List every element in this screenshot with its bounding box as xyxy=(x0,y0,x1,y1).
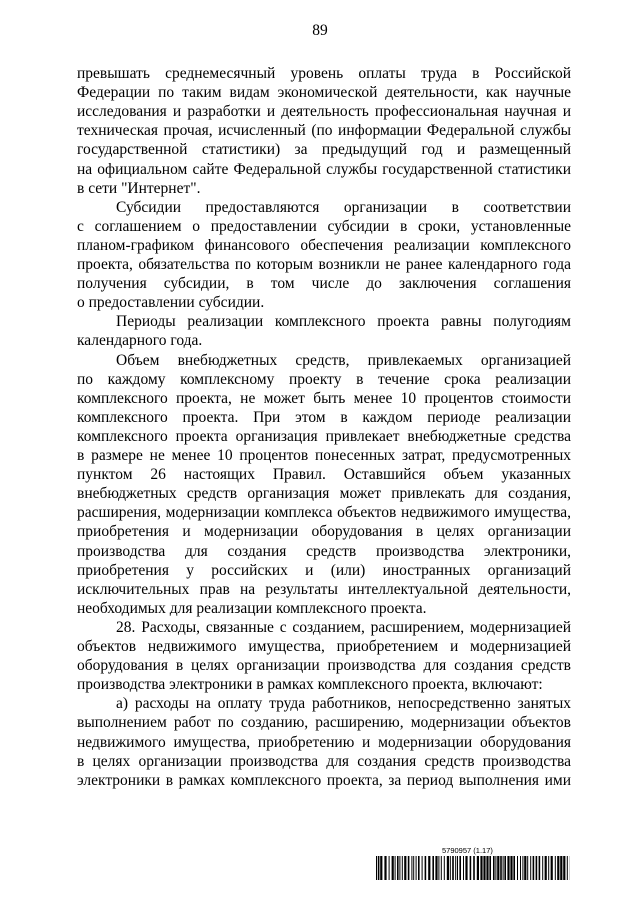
text-line: 28. Расходы, связанные с созданием, расширением, модернизацией xyxy=(116,618,571,636)
text-line: пунктом 26 настоящих Правил. Оставшийся объем указанных xyxy=(77,466,571,484)
text-line: необходимых для реализации комплексного проекта. xyxy=(77,599,427,617)
page-number: 89 xyxy=(312,22,328,39)
text-line: оборудования в целях организации производства для создания средств xyxy=(77,657,571,675)
text-line: календарного года. xyxy=(77,332,203,350)
text-line: приобретения у российских и (или) иностранных организаций xyxy=(77,561,571,579)
text-line: по каждому комплексному проекту в течение срока реализации xyxy=(77,370,571,388)
text-line: комплексного проекта организация привлекает внебюджетные средства xyxy=(77,427,571,445)
text-line: исключительных прав на результаты интеллектуальной деятельности, xyxy=(77,580,571,598)
text-line: техническая прочая, исчисленный (по информации Федеральной службы xyxy=(77,122,571,140)
text-line: проекта, обязательства по которым возникли не ранее календарного года xyxy=(77,256,571,273)
text-line: производства электроники в рамках комплексного проекта, включают: xyxy=(77,676,543,694)
text-line: приобретения и модернизации оборудования в целях организации xyxy=(77,523,571,541)
text-line: в размере не менее 10 процентов понесенных затрат, предусмотренных xyxy=(77,447,571,464)
text-line: комплексного проекта. При этом в каждом периоде реализации xyxy=(77,408,571,426)
text-line: Субсидии предоставляются организации в соответствии xyxy=(116,198,571,216)
text-line: в сети "Интернет". xyxy=(77,179,201,197)
text-line: о предоставлении субсидии. xyxy=(77,294,265,312)
text-line: внебюджетных средств организация может привлекать для создания, xyxy=(77,485,571,503)
text-line: исследования и разработки и деятельность профессиональная научная и xyxy=(77,103,571,121)
text-line: получения субсидии, в том числе до заключения соглашения xyxy=(77,275,571,293)
barcode-label: 5790957 (1.17) xyxy=(442,846,493,855)
barcode-image xyxy=(376,856,570,880)
text-line: Периоды реализации комплексного проекта равны полугодиям xyxy=(116,313,571,331)
text-line: выполнением работ по созданию, расширению, модернизации объектов xyxy=(77,714,571,732)
text-line: планом-графиком финансового обеспечения реализации комплексного xyxy=(77,236,571,254)
text-line: а) расходы на оплату труда работников, непосредственно занятых xyxy=(116,695,571,713)
text-line: превышать среднемесячный уровень оплаты труда в Российской xyxy=(77,65,571,82)
text-line: объектов недвижимого имущества, приобретением и модернизацией xyxy=(77,638,571,655)
text-line: комплексного проекта, не может быть менее 10 процентов стоимости xyxy=(77,389,571,407)
text-line: с соглашением о предоставлении субсидии в сроки, установленные xyxy=(77,217,571,235)
text-line: расширения, модернизации комплекса объектов недвижимого имущества, xyxy=(77,504,571,522)
text-line: государственной статистики) за предыдущий год и размещенный xyxy=(77,141,571,159)
text-line: недвижимого имущества, приобретению и модернизации оборудования xyxy=(77,733,571,751)
text-line: на официальном сайте Федеральной службы государственной статистики xyxy=(77,160,571,178)
text-line: Федерации по таким видам экономической деятельности, как научные xyxy=(77,84,571,102)
text-line: электроники в рамках комплексного проекта, за период выполнения ими xyxy=(77,771,571,789)
text-line: производства для создания средств производства электроники, xyxy=(77,542,571,560)
text-line: Объем внебюджетных средств, привлекаемых организацией xyxy=(116,351,571,369)
text-line: в целях организации производства для создания средств производства xyxy=(77,752,571,770)
